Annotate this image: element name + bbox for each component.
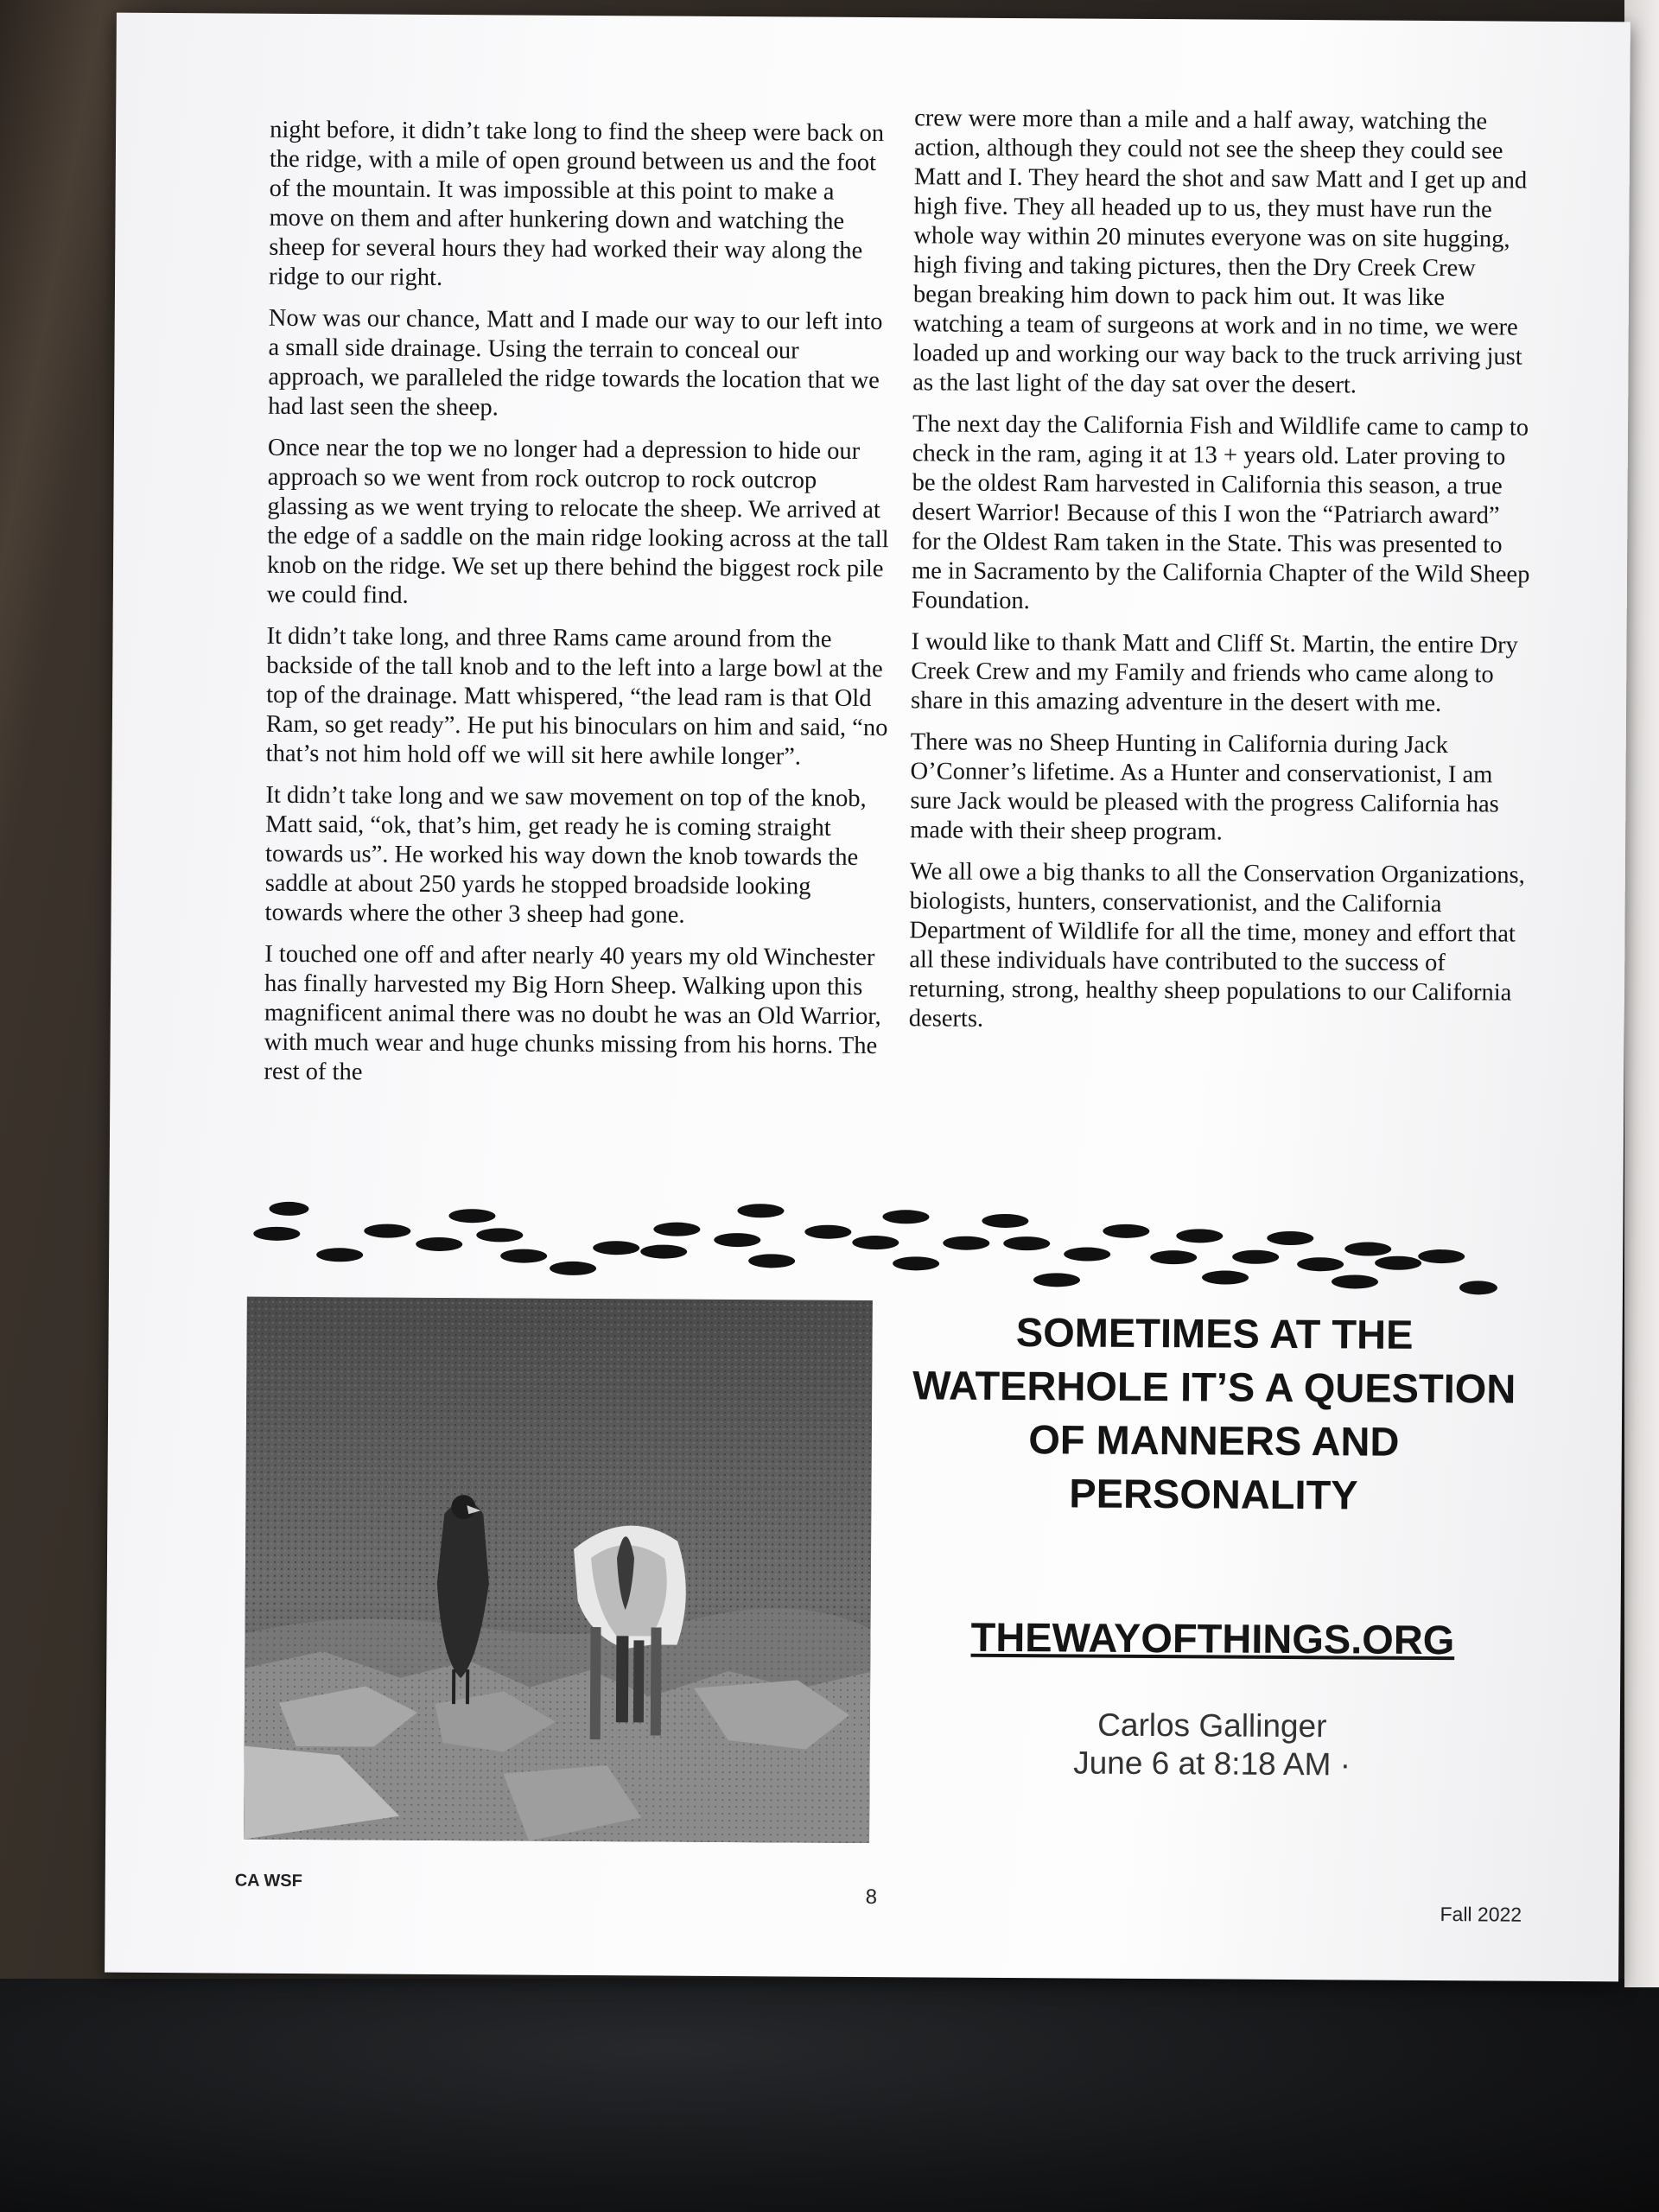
- paragraph: It didn’t take long and we saw movement on top of the knob, Matt said, “ok, that’s him, get ready he is coming straight towards us”. He worked his way down the knob towards the saddle at about 250 yards he stopped broadside looking towards where the other 3 sheep had gone.: [264, 781, 867, 929]
- paragraph: It didn’t take long, and three Rams came around from the backside of the tall knob and to the left into a large bowl at the top of the drainage. Matt whispered, “the lead ram is that Old Ram, so get ready”. He put his binoculars on him and said, “no that’s not him hold off we will sit here awhile longer”.: [265, 622, 888, 771]
- paragraph: Once near the top we no longer had a depression to hide our approach so we went from rock outcrop to rock outcrop glassing as we went trying to relocate the sheep. We arrived at the edge of a saddle on the main ridge looking across at the tall knob on the ridge. We set up there behind the biggest rock pile we could find.: [266, 434, 889, 609]
- eagle-and-sheep-photo: [244, 1297, 873, 1843]
- ad-headline-line: PERSONALITY: [1069, 1470, 1358, 1518]
- photo-credit-date: June 6 at 8:18 AM ·: [1073, 1745, 1351, 1783]
- paragraph: I touched one off and after nearly 40 years my old Winchester has finally harvested my Big Horn Sheep. Walking upon this magnificent animal there was no doubt he was an Old Warrior, with much wear and huge chunks missing from his horns. The rest of the: [264, 940, 881, 1086]
- paragraph: We all owe a big thanks to all the Conservation Organizations, biologists, hunters, conservationist, and the California Department of Wildlife for all the time, money and effort that all these individuals have contributed to the success of returning, strong, healthy sheep populations to our California deserts.: [908, 858, 1525, 1033]
- paragraph: I would like to thank Matt and Cliff St. Martin, the entire Dry Creek Crew and my Family and friends who came along to share in this amazing adventure in the desert with me.: [911, 628, 1518, 718]
- article-left-column: [264, 116, 892, 1103]
- photo-credit-author: Carlos Gallinger: [1097, 1707, 1327, 1745]
- ad-headline-line: OF MANNERS AND: [1028, 1416, 1400, 1465]
- paragraph: crew were more than a mile and a half away, watching the action, although they could not see the sheep they could see Matt and I. They heard the shot and saw Matt and I get up and high five. They all headed up to us, they must have run the whole way within 20 minutes everyone was on site hugging, high fiving and taking pictures, then the Dry Creek Crew began breaking him down to pack him out. It was like watching a team of surgeons at work and in no time, we were loaded up and working our way back to the truck arriving just as the last light of the day sat over the desert.: [912, 105, 1528, 399]
- adjacent-page-edge: [1624, 0, 1659, 1987]
- paragraph: There was no Sheep Hunting in California during Jack O’Conner’s lifetime. As a Hunter and conservationist, I am sure Jack would be pleased with the progress California has made with their sheep program.: [910, 728, 1499, 846]
- paragraph: Now was our chance, Matt and I made our way to our left into a small side drainage. Using the terrain to conceal our approach, we paralleled the ridge towards the location that we had last seen the sheep.: [268, 304, 883, 422]
- paragraph: The next day the California Fish and Wildlife came to camp to check in the ram, aging it at 13 + years old. Later proving to be the oldest Ram harvested in California this season, a true desert Warrior! Because of this I won the “Patriarch award” for the Oldest Ram taken in the State. This was presented to me in Sacramento by the California Chapter of the Wild Sheep Foundation.: [911, 410, 1530, 615]
- footer-publication: CA WSF: [234, 1871, 302, 1891]
- paragraph: night before, it didn’t take long to find the sheep were back on the ridge, with a mile of open ground between us and the foot of the mountain. It was impossible at this point to make a move on them and after hunkering down and watching the sheep for several hours they had worked their way along the ridge to our right.: [268, 116, 885, 291]
- table-surface: [0, 1979, 1659, 2212]
- photo-illustration: [244, 1297, 873, 1843]
- footprint-trail-icon: [251, 1198, 1531, 1300]
- page-number: 8: [865, 1885, 878, 1910]
- footer-issue: Fall 2022: [1440, 1903, 1522, 1926]
- ad-headline-line: SOMETIMES AT THE: [1015, 1309, 1414, 1357]
- ad-headline-line: WATERHOLE IT’S A QUESTION: [912, 1362, 1516, 1412]
- article-right-column: [909, 104, 1537, 1049]
- website-link[interactable]: THEWAYOFTHINGS.ORG: [970, 1613, 1455, 1663]
- magazine-page: [105, 13, 1630, 1982]
- advertisement: [909, 1305, 1516, 1784]
